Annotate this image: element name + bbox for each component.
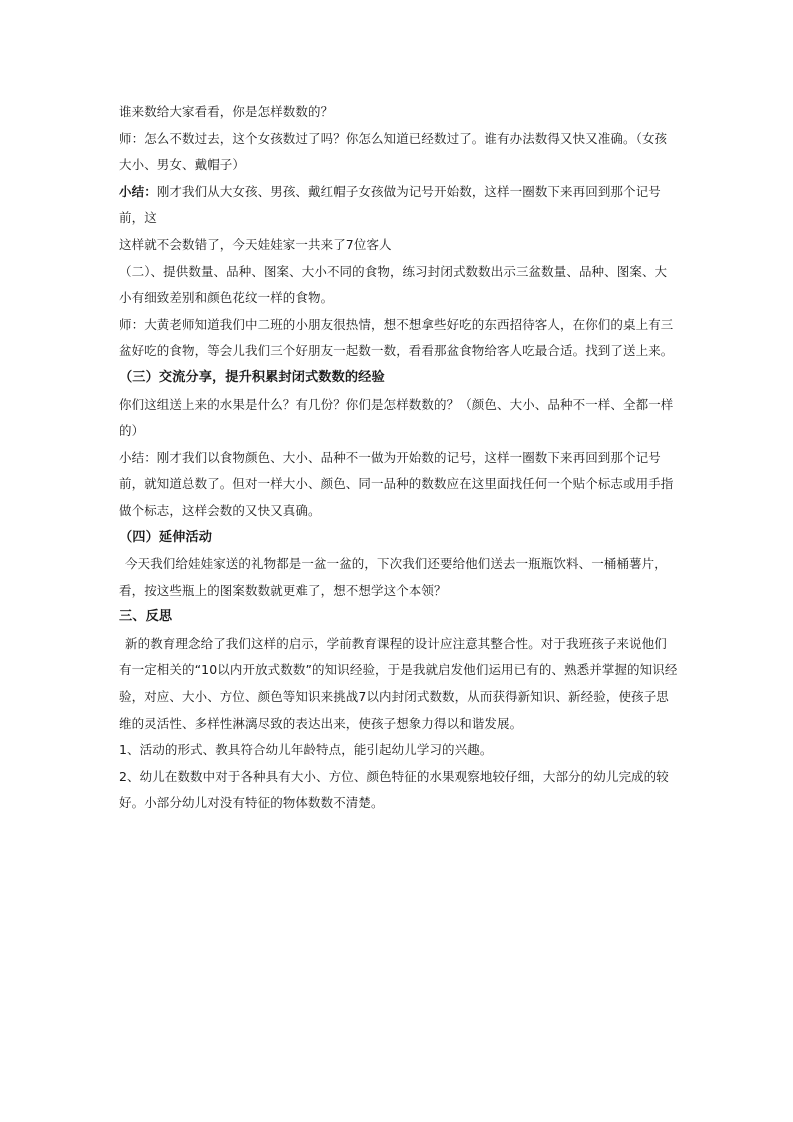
paragraph-point-2: 2、幼儿在数数中对于各种具有大小、方位、颜色特征的水果观察地较仔细，大部分的幼儿完成的较好。小部分幼儿对没有特征的物体数数不清楚。	[119, 768, 669, 811]
section-heading-3: （三）交流分享，提升积累封闭式数数的经验	[119, 369, 385, 385]
section-heading-reflection: 三、反思	[119, 609, 173, 625]
summary-text: 刚才我们从大女孩、男孩、戴红帽子女孩做为记号开始数，这样一圈数下来再回到那个记号前，这	[119, 183, 661, 226]
document-body	[119, 99, 679, 817]
paragraph-extension: 今天我们给娃娃家送的礼物都是一盆一盆的，下次我们还要给他们送去一瓶瓶饮料、一桶桶薯片，看，按这些瓶上的图案数数就更难了，想不想学这个本领？	[119, 556, 667, 598]
paragraph-question: 谁来数给大家看看，你是怎样数数的？	[119, 104, 334, 119]
summary-label: 小结：	[119, 183, 157, 199]
paragraph-reflection: 新的教育理念给了我们这样的启示，学前教育课程的设计应注意其整合性。对于我班孩子来说他们有一定相关的“10以内开放式数数”的知识经验，于是我就启发他们运用已有的、熟悉并掌握的知识经验，对应、大小、方位、颜色等知识来挑战7以内封闭式数数，从而获得新知识、新经验，使孩子思维的灵活性、多样性淋漓尽致的表达出来，使孩子想象力得以和谐发展。	[119, 635, 678, 731]
section-heading-4: （四）延伸活动	[119, 529, 213, 545]
paragraph-summary-2: 小结：刚才我们以食物颜色、大小、品种不一做为开始数的记号，这样一圈数下来再回到那个记号前，就知道总数了。但对一样大小、颜色、同一品种的数数应在这里面找任何一个贴个标志或用手指做个标志，这样会数的又快又真确。	[119, 449, 674, 518]
paragraph-teacher-1: 师：怎么不数过去，这个女孩数过了吗？你怎么知道已经数过了。谁有办法数得又快又准确。（女孩大小、男女、戴帽子）	[119, 130, 668, 173]
paragraph-question-2: 你们这组送上来的水果是什么？有几份？你们是怎样数数的？（颜色、大小、品种不一样、全都一样的）	[119, 396, 674, 439]
paragraph-teacher-2: 师：大黄老师知道我们中二班的小朋友很热情，想不想拿些好吃的东西招待客人，在你们的桌上有三盆好吃的食物，等会儿我们三个好朋友一起数一数，看看那盆食物给客人吃最合适。找到了送上来。	[119, 316, 674, 359]
paragraph-summary-1	[119, 179, 679, 232]
paragraph-section-2: （二）、提供数量、品种、图案、大小不同的食物，练习封闭式数数出示三盆数量、品种、图案、大小有细致差别和颜色花纹一样的食物。	[119, 263, 668, 306]
paragraph-summary-1-cont: 这样就不会数错了，今天娃娃家一共来了7位客人	[119, 236, 392, 252]
paragraph-point-1: 1、活动的形式、教具符合幼儿年龄特点，能引起幼儿学习的兴趣。	[119, 742, 493, 758]
